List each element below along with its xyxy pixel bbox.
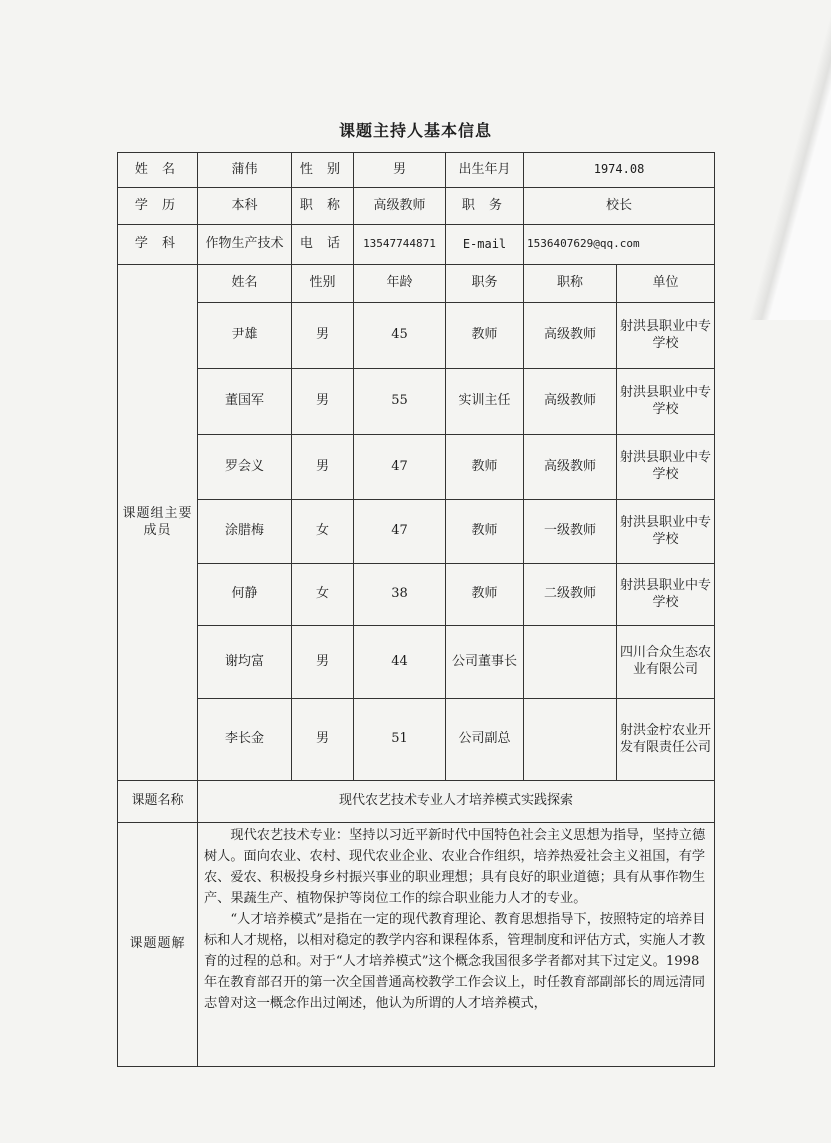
topic-name-row bbox=[118, 781, 715, 823]
page-fold-shadow bbox=[711, 0, 831, 320]
page-title: 课题主持人基本信息 bbox=[338, 121, 492, 140]
member-title: 高级教师 bbox=[524, 435, 617, 500]
member-unit: 四川合众生态农业有限公司 bbox=[617, 626, 715, 699]
member-title: 高级教师 bbox=[524, 303, 617, 369]
member-duty: 实训主任 bbox=[446, 369, 524, 435]
host-duty: 校长 bbox=[524, 188, 715, 225]
member-duty: 公司董事长 bbox=[446, 626, 524, 699]
member-gender: 男 bbox=[292, 699, 354, 781]
member-name: 何静 bbox=[198, 564, 292, 626]
member-duty: 教师 bbox=[446, 435, 524, 500]
member-name: 涂腊梅 bbox=[198, 500, 292, 564]
member-name: 罗会义 bbox=[198, 435, 292, 500]
table-row bbox=[118, 369, 715, 435]
member-title bbox=[524, 699, 617, 781]
member-title: 二级教师 bbox=[524, 564, 617, 626]
member-duty: 公司副总 bbox=[446, 699, 524, 781]
col-header-title: 职称 bbox=[524, 265, 617, 303]
member-age: 47 bbox=[354, 500, 446, 564]
member-unit: 射洪金柠农业开发有限责任公司 bbox=[617, 699, 715, 781]
host-row-2 bbox=[118, 188, 715, 225]
gender-label: 性 别 bbox=[292, 153, 354, 188]
host-info-table bbox=[117, 152, 715, 1067]
host-row-3 bbox=[118, 225, 715, 265]
member-title bbox=[524, 626, 617, 699]
member-unit: 射洪县职业中专学校 bbox=[617, 500, 715, 564]
member-unit: 射洪县职业中专学校 bbox=[617, 369, 715, 435]
host-name: 蒲伟 bbox=[198, 153, 292, 188]
member-duty: 教师 bbox=[446, 500, 524, 564]
email-label: E-mail bbox=[446, 225, 524, 265]
topic-name: 现代农艺技术专业人才培养模式实践探索 bbox=[198, 781, 715, 823]
member-unit: 射洪县职业中专学校 bbox=[617, 303, 715, 369]
topic-name-label: 课题名称 bbox=[118, 781, 198, 823]
col-header-gender: 性别 bbox=[292, 265, 354, 303]
member-gender: 女 bbox=[292, 564, 354, 626]
member-age: 38 bbox=[354, 564, 446, 626]
member-gender: 男 bbox=[292, 369, 354, 435]
member-gender: 男 bbox=[292, 303, 354, 369]
topic-explanation bbox=[198, 823, 715, 1067]
host-gender: 男 bbox=[354, 153, 446, 188]
edu-label: 学 历 bbox=[118, 188, 198, 225]
table-row bbox=[118, 626, 715, 699]
col-header-unit: 单位 bbox=[617, 265, 715, 303]
member-duty: 教师 bbox=[446, 303, 524, 369]
table-row bbox=[118, 564, 715, 626]
duty-label: 职 务 bbox=[446, 188, 524, 225]
host-title: 高级教师 bbox=[354, 188, 446, 225]
col-header-age: 年龄 bbox=[354, 265, 446, 303]
table-row bbox=[118, 699, 715, 781]
member-duty: 教师 bbox=[446, 564, 524, 626]
member-gender: 男 bbox=[292, 435, 354, 500]
host-birth: 1974.08 bbox=[524, 153, 715, 188]
member-age: 45 bbox=[354, 303, 446, 369]
member-age: 55 bbox=[354, 369, 446, 435]
host-edu: 本科 bbox=[198, 188, 292, 225]
topic-explain-label: 课题题解 bbox=[118, 823, 198, 1067]
member-age: 51 bbox=[354, 699, 446, 781]
col-header-duty: 职务 bbox=[446, 265, 524, 303]
birth-label: 出生年月 bbox=[446, 153, 524, 188]
members-header-row bbox=[118, 265, 715, 303]
table-row bbox=[118, 500, 715, 564]
title-label: 职 称 bbox=[292, 188, 354, 225]
member-gender: 女 bbox=[292, 500, 354, 564]
subject-label: 学 科 bbox=[118, 225, 198, 265]
member-unit: 射洪县职业中专学校 bbox=[617, 435, 715, 500]
host-row-1 bbox=[118, 153, 715, 188]
topic-explain-row bbox=[118, 823, 715, 1067]
member-unit: 射洪县职业中专学校 bbox=[617, 564, 715, 626]
member-gender: 男 bbox=[292, 626, 354, 699]
member-name: 董国军 bbox=[198, 369, 292, 435]
member-title: 高级教师 bbox=[524, 369, 617, 435]
host-subject: 作物生产技术 bbox=[198, 225, 292, 265]
host-email: 1536407629@qq.com bbox=[524, 225, 715, 265]
member-name: 谢均富 bbox=[198, 626, 292, 699]
explain-paragraph: “人才培养模式”是指在一定的现代教育理论、教育思想指导下，按照特定的培养目标和人才规格，以相对稳定的教学内容和课程体系，管理制度和评估方式，实施人才教育的过程的总和。对于“人才培养模式”这个概念我国很多学者都对其下过定义。1998 年在教育部召开的第一次全国普通高校教学工作会议上，时任教育部副部长的周远清同志曾对这一概念作出过阐述，他认为所谓的人才培养模式， bbox=[204, 912, 706, 1011]
table-row bbox=[118, 435, 715, 500]
member-name: 尹雄 bbox=[198, 303, 292, 369]
member-age: 44 bbox=[354, 626, 446, 699]
member-name: 李长金 bbox=[198, 699, 292, 781]
table-row bbox=[118, 303, 715, 369]
name-label: 姓 名 bbox=[118, 153, 198, 188]
col-header-name: 姓名 bbox=[198, 265, 292, 303]
explain-paragraph: 现代农艺技术专业：坚持以习近平新时代中国特色社会主义思想为指导，坚持立德树人。面向农业、农村、现代农业企业、农业合作组织，培养热爱社会主义祖国，有学农、爱农、积极投身乡村振兴事业的职业理想；具有良好的职业道德；具有从事作物生产、果蔬生产、植物保护等岗位工作的综合职业能力人才的专业。 bbox=[204, 828, 706, 906]
phone-label: 电 话 bbox=[292, 225, 354, 265]
host-phone: 13547744871 bbox=[354, 225, 446, 265]
member-title: 一级教师 bbox=[524, 500, 617, 564]
group-label: 课题组主要成员 bbox=[118, 265, 198, 781]
member-age: 47 bbox=[354, 435, 446, 500]
